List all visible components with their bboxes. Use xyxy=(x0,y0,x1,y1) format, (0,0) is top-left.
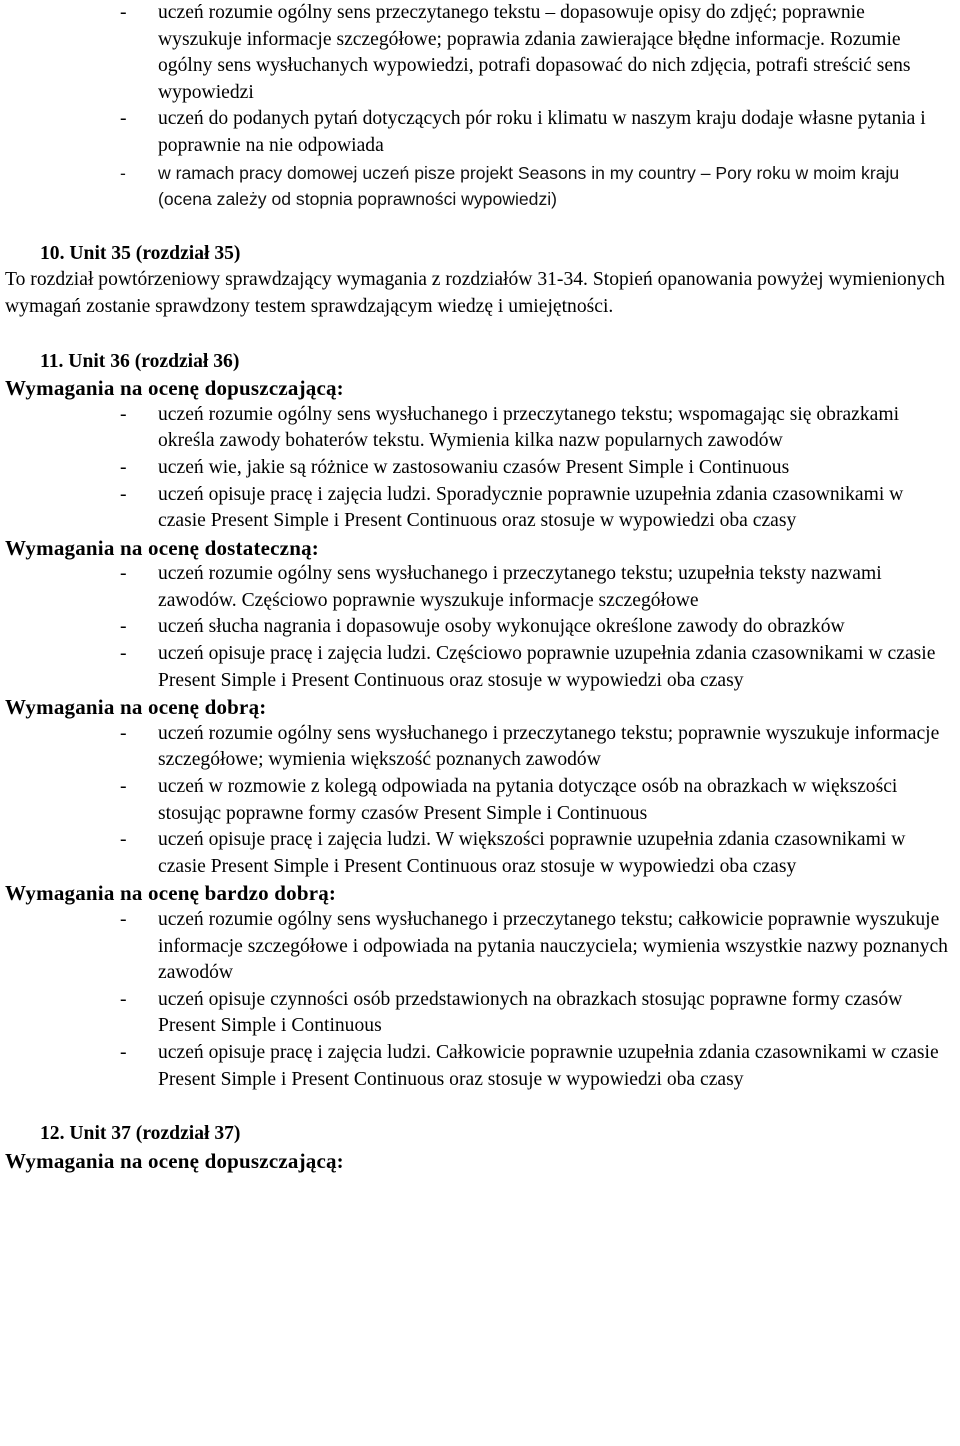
list-item xyxy=(0,774,960,827)
list-item xyxy=(0,641,960,694)
list-item xyxy=(0,721,960,774)
list-item xyxy=(0,402,960,455)
list-item xyxy=(0,160,960,213)
list-item-text: uczeń opisuje czynności osób przedstawionych na obrazkach stosując poprawne formy czasów Present Simple i Continuous xyxy=(158,988,903,1037)
bullet-dash: - xyxy=(120,2,127,23)
spacer xyxy=(0,1093,960,1121)
unit-35-heading xyxy=(0,241,960,268)
bullet-dash: - xyxy=(120,616,127,638)
bullet-dash: - xyxy=(120,722,127,744)
bullet-dash: - xyxy=(120,108,127,130)
grade-list-bardzo-dobra xyxy=(0,907,960,1093)
bullet-dash: - xyxy=(120,1041,127,1063)
grade-list-dobra xyxy=(0,721,960,881)
bullet-dash: - xyxy=(120,162,126,183)
unit-35-heading-rest: (rozdział 35) xyxy=(130,242,241,264)
list-item xyxy=(0,827,960,880)
list-item-text: uczeń rozumie ogólny sens wysłuchanego i przeczytanego tekstu; całkowicie poprawnie wyszukuje informacje szczegółowe i odpowiada na pytania nauczyciela; wymienia wszystkie nazwy poznanych zawodów xyxy=(158,909,948,984)
grade-list-dostateczna xyxy=(0,561,960,694)
grade-list-dopuszczajaca xyxy=(0,402,960,535)
list-item-text: uczeń rozumie ogólny sens wysłuchanego i przeczytanego tekstu; uzupełnia teksty nazwami zawodów. Częściowo poprawnie wyszukuje informacje szczegółowe xyxy=(158,563,882,611)
grade-heading-dostateczna: Wymagania na ocenę dostateczną: xyxy=(5,535,319,560)
spacer xyxy=(0,213,960,241)
bullet-dash: - xyxy=(120,776,127,798)
list-item-text: uczeń słucha nagrania i dopasowuje osoby wykonujące określone zawody do obrazków xyxy=(158,616,845,638)
list-item-text: uczeń rozumie ogólny sens wysłuchanego i przeczytanego tekstu; poprawnie wyszukuje informacje szczegółowe; wymienia większość poznanych zawodów xyxy=(158,722,940,771)
unit-36-heading-number: 11. Unit 36 xyxy=(40,350,130,372)
list-item-text: uczeń wie, jakie są różnice w zastosowaniu czasów Present Simple i Continuous xyxy=(158,456,790,478)
list-item xyxy=(0,561,960,614)
list-item xyxy=(0,0,960,106)
grade-heading-dopuszczajaca-unit-37: Wymagania na ocenę dopuszczającą: xyxy=(5,1148,344,1173)
unit-36-heading-rest: (rozdział 36) xyxy=(129,350,240,372)
unit-35-heading-number: 10. Unit 35 xyxy=(40,242,131,264)
unit-37-heading-number: 12. Unit 37 xyxy=(40,1123,131,1145)
grade-heading-bardzo-dobra: Wymagania na ocenę bardzo dobrą: xyxy=(5,881,337,906)
bullet-dash: - xyxy=(120,563,127,585)
list-item xyxy=(0,614,960,641)
bullet-dash: - xyxy=(120,403,127,425)
bullet-dash: - xyxy=(120,456,127,478)
list-item-text: w ramach pracy domowej uczeń pisze projekt Seasons in my country – Pory roku w moim kraju (ocena zależy od stopnia poprawności wypowiedzi) xyxy=(158,162,900,210)
unit-37-heading-rest: (rozdział 37) xyxy=(130,1123,241,1145)
list-item-text: uczeń opisuje pracę i zajęcia ludzi. W większości poprawnie uzupełnia zdania czasownikami w czasie Present Simple i Present Continuous oraz stosuje w wypowiedzi oba czasy xyxy=(158,829,906,877)
list-item-text: uczeń w rozmowie z kolegą odpowiada na pytania dotyczące osób na obrazkach w większości stosując poprawne formy czasów Present Simple i Continuous xyxy=(158,776,898,824)
grade-heading-dobra: Wymagania na ocenę dobrą: xyxy=(5,695,267,720)
bullet-dash: - xyxy=(120,909,127,930)
list-item-text: uczeń do podanych pytań dotyczących pór roku i klimatu w naszym kraju dodaje własne pytania i poprawnie na nie odpowiada xyxy=(158,108,926,156)
unit-36-heading xyxy=(0,349,960,376)
grade-heading-dopuszczajaca: Wymagania na ocenę dopuszczającą: xyxy=(5,376,344,401)
list-item xyxy=(0,106,960,159)
list-item xyxy=(0,482,960,535)
bullet-dash: - xyxy=(120,829,127,851)
list-item xyxy=(0,907,960,987)
list-item xyxy=(0,987,960,1040)
bullet-dash: - xyxy=(120,483,127,505)
list-item xyxy=(0,1040,960,1093)
list-item-text: uczeń opisuje pracę i zajęcia ludzi. Sporadycznie poprawnie uzupełnia zdania czasownikami w czasie Present Simple i Present Continuous oraz stosuje w wypowiedzi oba czasy xyxy=(158,483,904,532)
list-item-text: uczeń rozumie ogólny sens przeczytanego tekstu – dopasowuje opisy do zdjęć; poprawnie wyszukuje informacje szczegółowe; poprawia zdania zawierające błędne informacje. Rozumie ogólny sens wysłuchanych wypowiedzi, potrafi dopasować do nich zdjęcia, potrafi streścić sens wypowiedzi xyxy=(158,2,911,103)
top-bullet-list xyxy=(0,0,960,213)
spacer xyxy=(0,321,960,349)
list-item-text: uczeń rozumie ogólny sens wysłuchanego i przeczytanego tekstu; wspomagając się obrazkami określa zawody bohaterów tekstu. Wymienia kilka nazw popularnych zawodów xyxy=(158,403,900,452)
bullet-dash: - xyxy=(120,988,127,1010)
list-item xyxy=(0,455,960,482)
unit-37-heading xyxy=(0,1121,960,1148)
unit-35-paragraph: To rozdział powtórzeniowy sprawdzający wymagania z rozdziałów 31-34. Stopień opanowania powyżej wymienionych wymagań zostanie sprawdzony testem sprawdzającym wiedzę i umiejętności. xyxy=(5,269,945,317)
bullet-dash: - xyxy=(120,643,127,665)
list-item-text: uczeń opisuje pracę i zajęcia ludzi. Całkowicie poprawnie uzupełnia zdania czasownikami w czasie Present Simple i Present Continuous oraz stosuje w wypowiedzi oba czasy xyxy=(158,1041,939,1090)
list-item-text: uczeń opisuje pracę i zajęcia ludzi. Częściowo poprawnie uzupełnia zdania czasownikami w czasie Present Simple i Present Continuous oraz stosuje w wypowiedzi oba czasy xyxy=(158,643,936,691)
